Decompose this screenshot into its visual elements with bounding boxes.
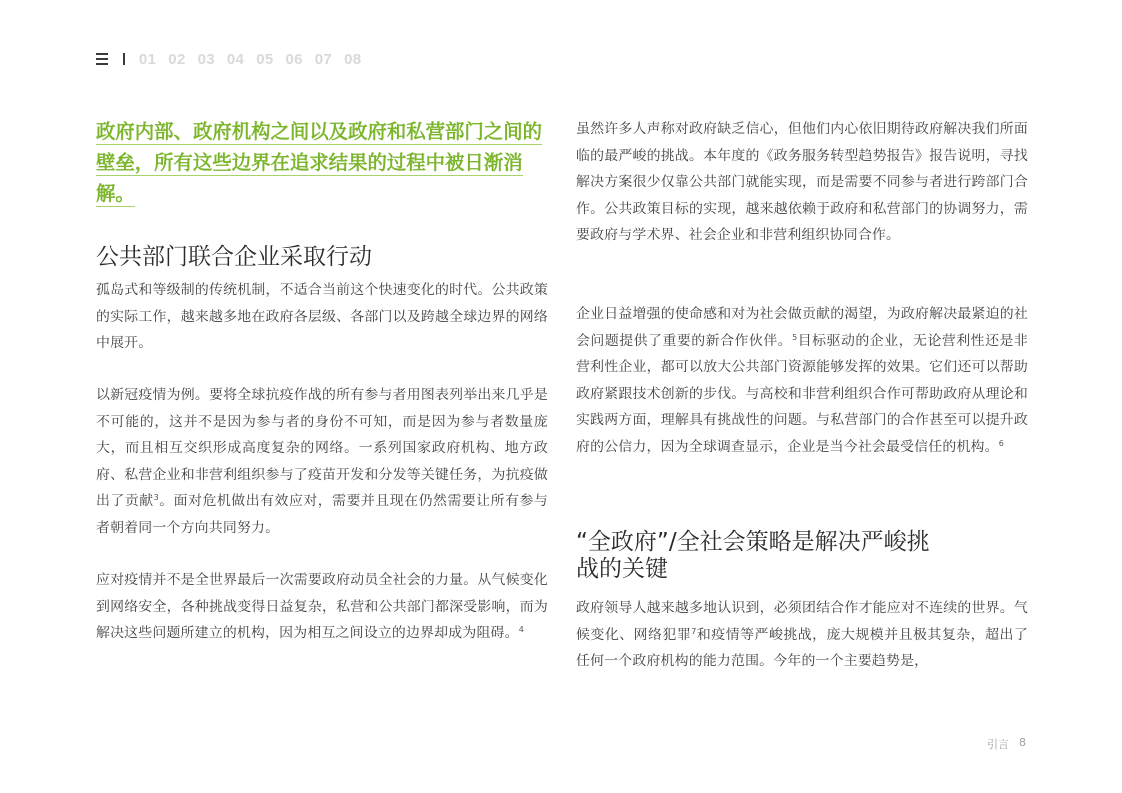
body-paragraph [96,567,548,647]
nav-chapter-06[interactable]: 06 [285,50,303,68]
section-heading-whole-of-government: “全政府”/全社会策略是解决严峻挑战的关键 [576,529,930,582]
nav-divider [123,53,125,65]
body-paragraph [576,595,1028,675]
footer-section-label: 引言 [987,738,1009,751]
nav-chapter-02[interactable]: 02 [168,50,186,68]
body-paragraph [96,382,548,542]
page-footer [987,736,1026,752]
nav-chapter-05[interactable]: 05 [256,50,274,68]
body-paragraph [576,301,1028,461]
body-paragraph: 虽然许多人声称对政府缺乏信心，但他们内心依旧期待政府解决我们所面临的最严峻的挑战。本年度的《政务服务转型趋势报告》报告说明，寻找解决方案很少仅靠公共部门就能实现，而是需要不同参与者进行跨部门合作。公共政策目标的实现，越来越依赖于政府和私营部门的协调努力，需要政府与学术界、社会企业和非营利组织协同合作。 [576,121,1028,244]
nav-chapter-04[interactable]: 04 [226,50,245,68]
footnote-ref[interactable]: 5 [792,332,798,342]
paragraph-text: 。面对危机做出有效应对，需要并且现在仍然需要让所有参与者朝着同一个方向共同努力。 [96,493,548,536]
page-number: 8 [1019,736,1026,749]
paragraph-text: 目标驱动的企业，无论营利性还是非营利性企业，都可以放大公共部门资源能够发挥的效果。它们还可以帮助政府紧跟技术创新的步伐。与高校和非营利组织合作可帮助政府从理论和实践两方面，理解具有挑战性的问题。与私营部门的合作甚至可以提升政府的公信力，因为全球调查显示，企业是当今社会最受信任的机构。 [576,332,1028,455]
footnote-ref[interactable]: 4 [518,625,525,635]
left-column [96,116,548,642]
nav-chapter-08[interactable]: 08 [344,50,362,68]
nav-chapter-07[interactable]: 07 [314,50,333,68]
pull-quote [96,116,548,209]
pull-quote-text: 政府内部、政府机构之间以及政府和私营部门之间的壁垒，所有这些边界在追求结果的过程中被日渐消解。 [96,120,542,205]
footnote-ref[interactable]: 3 [153,493,159,503]
paragraph-text: 企业日益增强的使命感和对为社会做贡献的渴望，为政府解决最紧迫的社会问题提供了重要的新合作伙伴。 [576,306,1028,349]
nav-chapter-03[interactable]: 03 [197,50,215,68]
menu-icon[interactable] [96,53,108,65]
nav-chapter-01[interactable]: 01 [139,50,157,68]
footnote-ref[interactable]: 7 [691,626,697,636]
section-heading-public-sector: 公共部门联合企业采取行动 [96,244,372,270]
body-paragraph: 孤岛式和等级制的传统机制，不适合当前这个快速变化的时代。公共政策的实际工作，越来越多地在政府各层级、各部门以及跨越全球边界的网络中展开。 [96,282,548,352]
paragraph-text: 和疫情等严峻挑战，庞大规模并且极其复杂，超出了任何一个政府机构的能力范围。今年的一个主要趋势是， [576,626,1028,670]
paragraph-text: 应对疫情并不是全世界最后一次需要政府动员全社会的力量。从气候变化到网络安全，各种挑战变得日益复杂，私营和公共部门都深受影响，而为解决这些问题所建立的机构，因为相互之间设立的边界却成为阻碍。 [96,572,548,642]
top-navigation [96,49,373,69]
footnote-ref[interactable]: 6 [998,438,1005,448]
paragraph-text: 政府领导人越来越多地认识到，必须团结合作才能应对不连续的世界。气候变化、网络犯罪 [576,600,1028,643]
paragraph-text: 以新冠疫情为例。要将全球抗疫作战的所有参与者用图表列举出来几乎是不可能的，这并不是因为参与者的身份不可知，而是因为参与者数量庞大，而且相互交织形成高度复杂的网络。一系列国家政府机构、地方政府、私营企业和非营利组织参与了疫苗开发和分发等关键任务，为抗疫做出了贡献 [96,387,548,510]
